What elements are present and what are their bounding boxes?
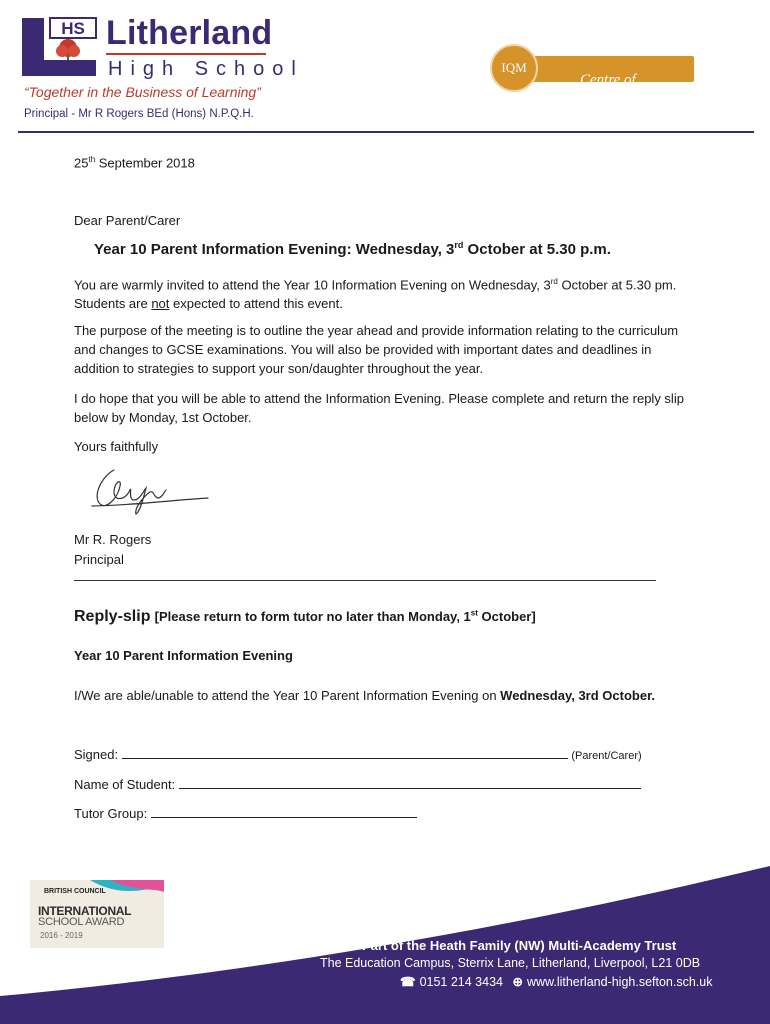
signed-label: Signed: [74,747,119,762]
website-link[interactable]: www.litherland-high.sefton.sch.uk [526,975,713,989]
award-council: BRITISH COUNCIL [44,888,106,895]
tutor-group-line[interactable] [151,804,417,818]
award-subtitle: SCHOOL AWARD [38,916,125,928]
school-name: Litherland [106,14,273,52]
student-name-line[interactable] [179,775,641,789]
principal-credit: Principal - Mr R Rogers BEd (Hons) N.P.Q.H. [24,108,254,120]
paragraph-purpose: The purpose of the meeting is to outline the year ahead and provide information relating to the curriculum and changes to GCSE examinations. You will also be provided with important dates and deadlines in addition to strategies to support your son/daughter throughout the year. [74,323,679,376]
tutor-group-label: Tutor Group: [74,806,148,821]
reply-slip-heading: Reply-slip [Please return to form tutor no later than Monday, 1st October] [74,608,536,625]
reply-slip-statement: I/We are able/unable to attend the Year 10 Parent Information Evening on Wednesday, 3rd October. [74,688,656,703]
letter-date: 25th September 2018 [74,155,195,171]
phone-number[interactable]: 0151 214 3434 [419,975,503,989]
iqm-band [518,56,694,105]
reply-slip-subheading: Year 10 Parent Information Evening [74,648,293,663]
salutation: Dear Parent/Carer [74,213,181,228]
iqm-label: Centre of Excellence [580,72,645,105]
iqm-abbr: IQM [501,60,527,75]
school-subtitle: High School [108,58,304,80]
iqm-seal [490,44,538,92]
header-rule [18,131,754,133]
signed-field[interactable] [74,745,642,762]
paragraph-request: I do hope that you will be able to attend the Information Evening. Please complete and return the reply slip below by Monday, 1st October. [74,391,684,425]
handwritten-signature [84,456,214,518]
school-motto: “Together in the Business of Learning” [24,84,261,100]
signatory-role: Principal [74,552,124,567]
international-school-award [30,880,164,948]
signed-line[interactable] [122,745,568,759]
phone-icon: ☎ [400,975,416,989]
school-address: The Education Campus, Sterrix Lane, Litherland, Liverpool, L21 0DB [320,956,701,970]
logo-divider [106,53,266,55]
paragraph-invitation: You are warmly invited to attend the Year 10 Information Evening on Wednesday, 3rd October at 5.30 pm. Students are not expected to attend this event. [74,277,677,312]
award-years: 2016 - 2019 [40,931,83,940]
award-title: INTERNATIONAL [38,904,132,918]
contact-line [400,974,712,989]
tutor-group-field[interactable] [74,804,417,821]
signatory-name: Mr R. Rogers [74,532,152,547]
globe-icon: ⊕ [512,975,523,989]
school-logo [20,16,102,78]
svg-text:HS: HS [61,19,85,38]
signed-suffix: (Parent/Carer) [571,750,642,762]
letter-title: Year 10 Parent Information Evening: Wednesday, 3rd October at 5.30 p.m. [94,240,611,258]
student-name-label: Name of Student: [74,777,176,792]
iqm-badge [490,44,700,105]
cut-line [74,580,656,581]
student-name-field[interactable] [74,775,641,792]
trust-name: Part of the Heath Family (NW) Multi-Academy Trust [362,938,677,953]
closing: Yours faithfully [74,439,159,454]
